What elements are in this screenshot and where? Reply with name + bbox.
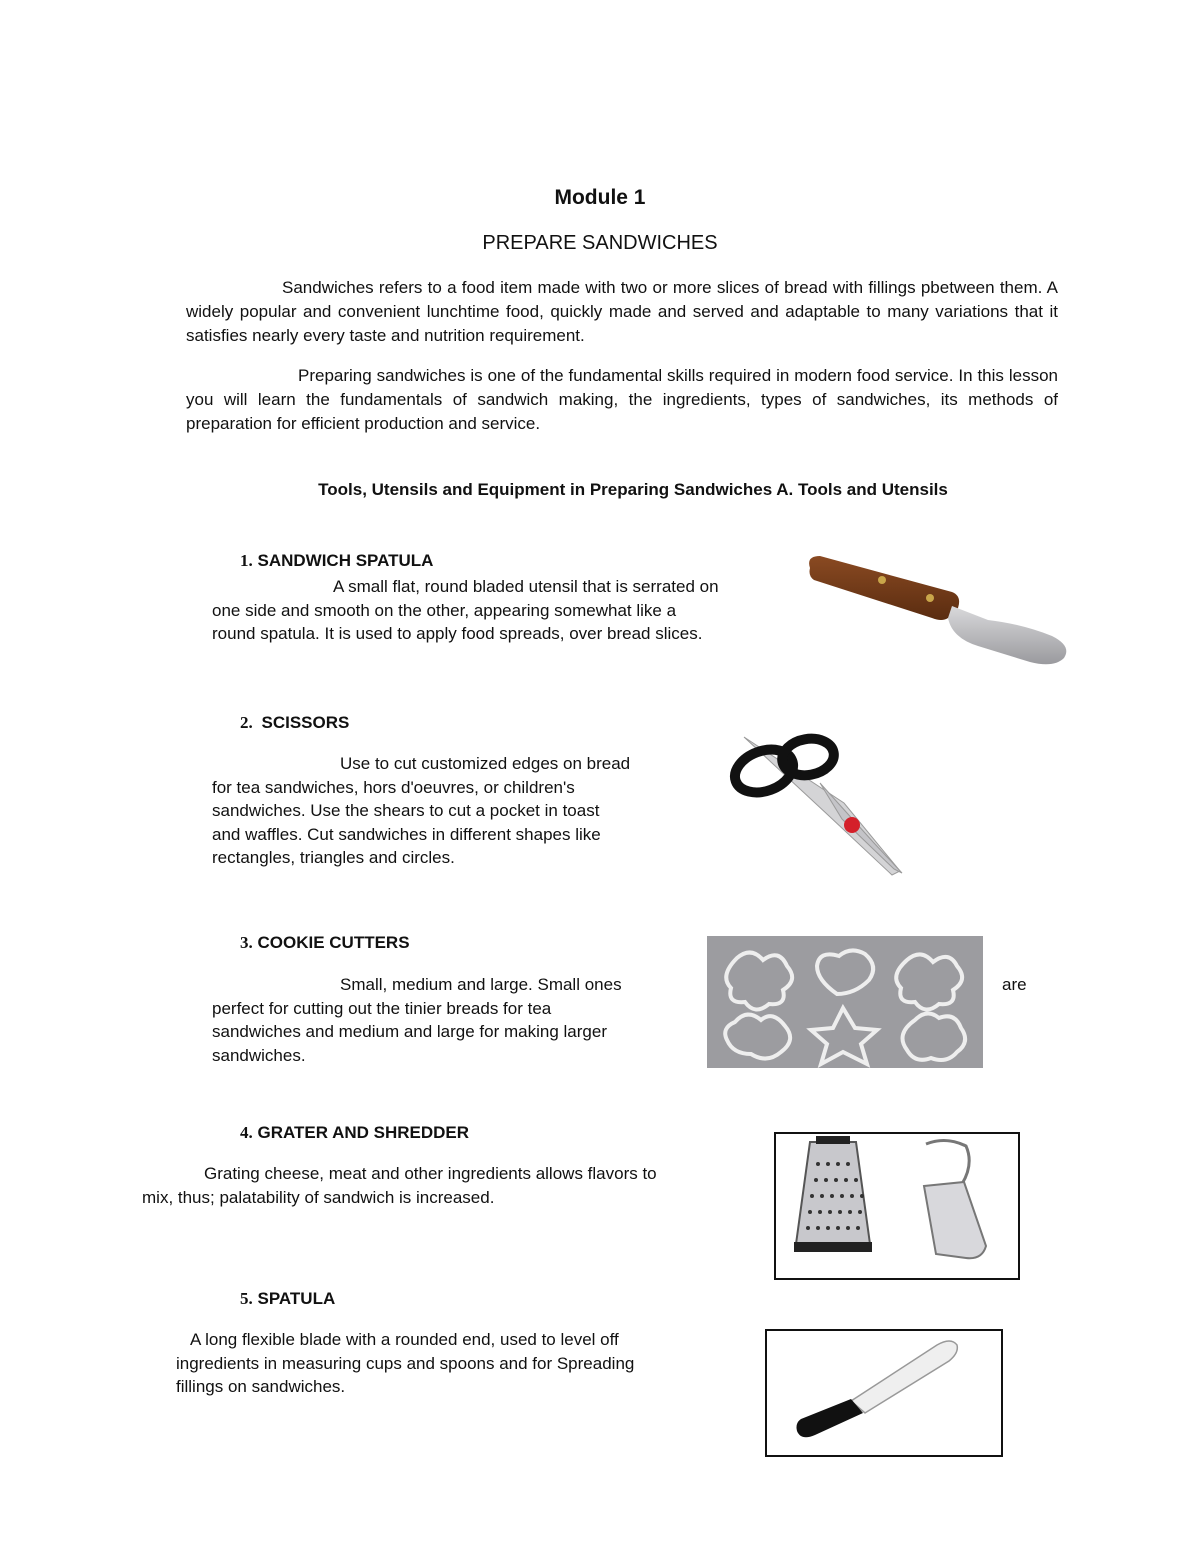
description-line: fillings on sandwiches.	[176, 1377, 346, 1396]
item-number: 5.	[240, 1289, 253, 1308]
description-line: round spatula. It is used to apply food spreads, over bread slices.	[212, 624, 703, 643]
description-line: ingredients in measuring cups and spoons and for Spreading	[176, 1353, 635, 1373]
item-heading-spatula	[240, 1289, 335, 1309]
description-line: perfect for cutting out the tinier breads for tea	[212, 998, 552, 1018]
module-title: Module 1	[554, 186, 646, 209]
item-description-grater-shredder	[142, 1162, 762, 1209]
scissors-icon	[724, 723, 908, 877]
description-line: A small flat, round bladed utensil that is serrated on	[333, 577, 719, 596]
description-line: A long flexible blade with a rounded end, used to level off	[190, 1330, 619, 1349]
description-line: Small, medium and large. Small ones	[340, 975, 622, 994]
description-line: mix, thus; palatability of sandwich is increased.	[142, 1187, 495, 1207]
grater-icon	[774, 1132, 1020, 1280]
trailing-word: are	[1002, 975, 1027, 994]
intro-paragraph-1: Sandwiches refers to a food item made with two or more slices of bread with fillings pbetween them. A widely popular and convenient lunchtime food, quickly made and served and adaptable to many variations that it satisfies nearly every taste and nutrition requirement.	[186, 278, 1058, 345]
item-heading-grater-shredder	[240, 1123, 469, 1143]
item-heading-cookie-cutters	[240, 933, 410, 953]
spatula-icon	[765, 1329, 1003, 1457]
description-line: and waffles. Cut sandwiches in different shapes like	[212, 824, 601, 844]
item-number: 2.	[240, 713, 253, 732]
item-name: SANDWICH SPATULA	[257, 551, 434, 570]
item-description-scissors	[212, 752, 692, 870]
item-name: SPATULA	[257, 1289, 336, 1308]
item-heading-sandwich-spatula	[240, 551, 433, 571]
item-name: COOKIE CUTTERS	[257, 933, 410, 952]
item-name: SCISSORS	[261, 713, 350, 732]
item-description-cookie-cutters	[212, 973, 692, 1067]
item-heading-scissors	[240, 713, 349, 733]
cookie-cutters-icon	[707, 936, 983, 1068]
section-heading: Tools, Utensils and Equipment in Preparing Sandwiches A. Tools and Utensils	[318, 480, 948, 499]
intro-section-2	[186, 364, 1058, 436]
item-number: 4.	[240, 1123, 253, 1142]
description-line: one side and smooth on the other, appearing somewhat like a	[212, 600, 677, 620]
description-line: rectangles, triangles and circles.	[212, 848, 455, 867]
item-description-sandwich-spatula	[212, 575, 792, 646]
description-line: Use to cut customized edges on bread	[340, 754, 631, 773]
description-line: sandwiches.	[212, 1045, 306, 1065]
description-line: sandwiches. Use the shears to cut a pocket in toast	[212, 801, 600, 820]
butter-spreader-icon	[802, 548, 1070, 670]
description-line: Grating cheese, meat and other ingredients allows flavors to	[204, 1164, 657, 1183]
intro-paragraph-2: Preparing sandwiches is one of the fundamental skills required in modern food service. In this lesson you will learn the fundamentals of sandwich making, the ingredients, types of sandwiches, its methods of preparation for efficient production and service.	[186, 366, 1058, 433]
item-description-spatula	[176, 1328, 736, 1399]
item-number: 3.	[240, 933, 253, 952]
item-name: GRATER AND SHREDDER	[257, 1123, 470, 1142]
item-number: 1.	[240, 551, 253, 570]
page-title: PREPARE SANDWICHES	[482, 232, 718, 254]
intro-section	[186, 276, 1058, 348]
description-line: sandwiches and medium and large for making larger	[212, 1022, 607, 1041]
description-line: for tea sandwiches, hors d'oeuvres, or children's	[212, 777, 575, 797]
